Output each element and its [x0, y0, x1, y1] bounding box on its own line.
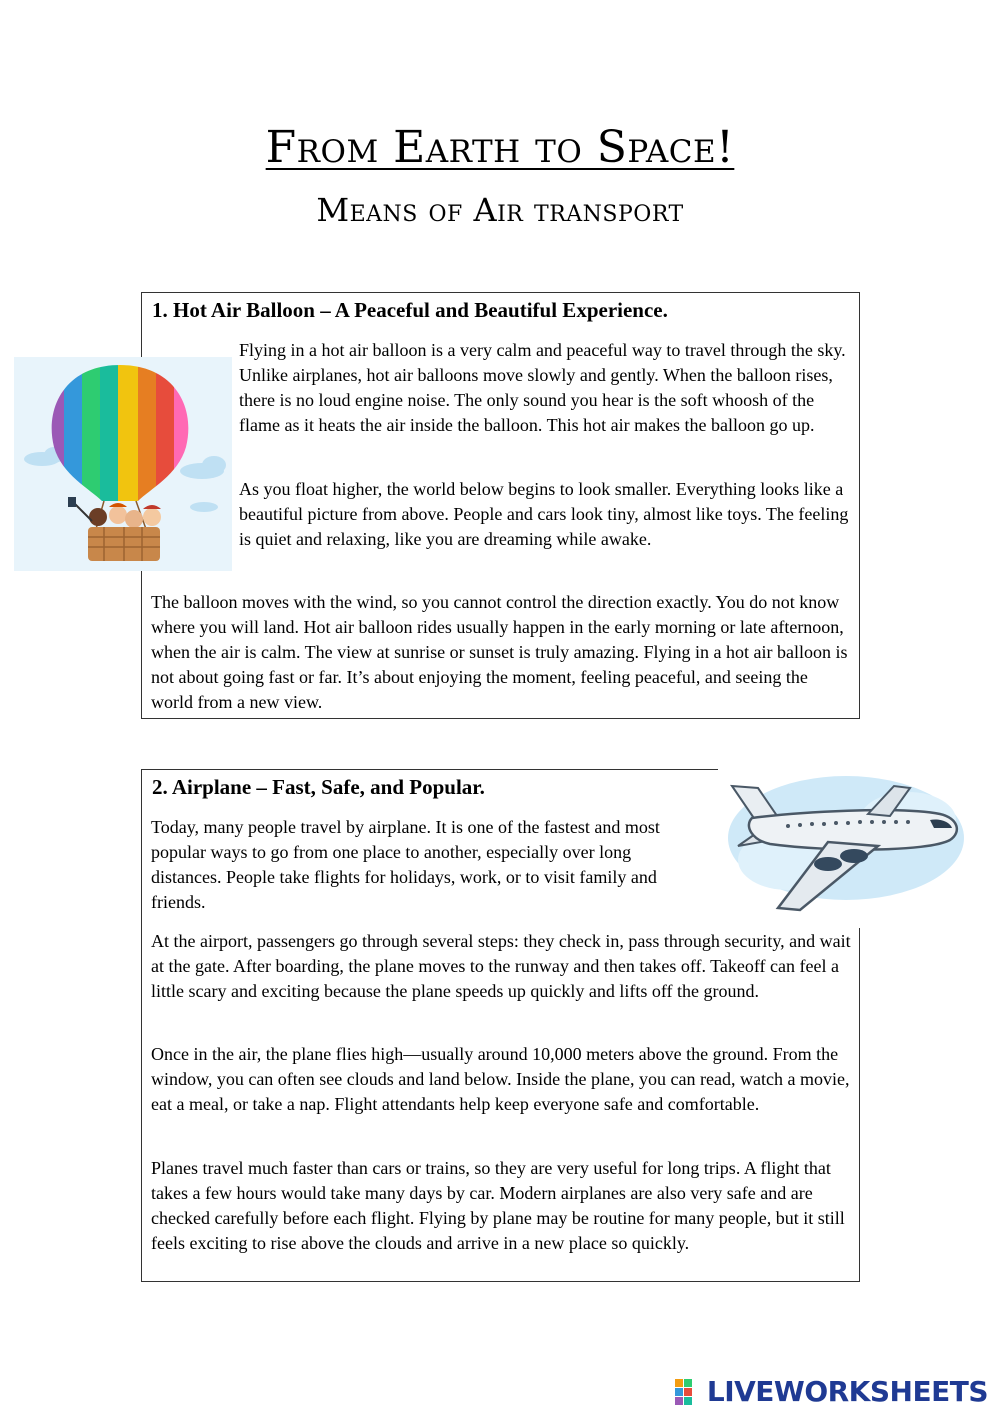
section-1-paragraph-2: As you float higher, the world below begins to look smaller. Everything looks like a beautiful picture from above. People and cars look tiny, almost like toys. The feeling is quiet and relaxing, like you are dreaming while awake. [239, 479, 849, 549]
page-subtitle: Means of Air transport [316, 191, 684, 229]
liveworksheets-logo-text: LIVEWORKSHEETS [706, 1374, 988, 1408]
liveworksheets-logo-icon [673, 1376, 703, 1406]
section-2-heading: 2. Airplane – Fast, Safe, and Popular. [152, 775, 485, 799]
section-1-paragraph-1: Flying in a hot air balloon is a very calm and peaceful way to travel through the sky. Unlike airplanes, hot air balloons move slowly and gently. When the balloon rises, there is no loud engine noise. The only sound you hear is the soft whoosh of the flame as it heats the air inside the balloon. This hot air makes the balloon go up. [239, 340, 846, 435]
section-2-paragraph-1: Today, many people travel by airplane. It is one of the fastest and most popular ways to go from one place to another, especially over long distances. People take flights for holidays, work, or to visit family and friends. [151, 817, 660, 912]
airplane-image [718, 760, 968, 928]
page-title: From Earth to Space! [265, 122, 735, 173]
airplane-illustration [718, 760, 968, 928]
section-2-paragraph-4: Planes travel much faster than cars or trains, so they are very useful for long trips. A flight that takes a few hours would take many days by car. Modern airplanes are also very safe and are checked carefully before each flight. Flying by plane may be routine for many people, but it still feels exciting to rise above the clouds and arrive in a new place so quickly. [151, 1158, 845, 1253]
section-1-heading: 1. Hot Air Balloon – A Peaceful and Beautiful Experience. [152, 298, 668, 322]
hot-air-balloon-illustration [14, 357, 232, 571]
hot-air-balloon-image [14, 357, 232, 571]
section-1-paragraph-3: The balloon moves with the wind, so you cannot control the direction exactly. You do not know where you will land. Hot air balloon rides usually happen in the early morning or late afternoon, when the air is calm. The view at sunrise or sunset is truly amazing. Flying in a hot air balloon is not about going fast or far. It’s about enjoying the moment, feeling peaceful, and seeing the world from a new view. [151, 592, 848, 712]
liveworksheets-logo[interactable] [673, 1374, 988, 1408]
section-2-paragraph-3: Once in the air, the plane flies high—usually around 10,000 meters above the ground. From the window, you can often see clouds and land below. Inside the plane, you can read, watch a movie, eat a meal, or take a nap. Flight attendants help keep everyone safe and comfortable. [151, 1044, 850, 1114]
section-2-paragraph-2: At the airport, passengers go through several steps: they check in, pass through security, and wait at the gate. After boarding, the plane moves to the runway and then takes off. Takeoff can feel a little scary and exciting because the plane speeds up quickly and lifts off the ground. [151, 931, 851, 1001]
